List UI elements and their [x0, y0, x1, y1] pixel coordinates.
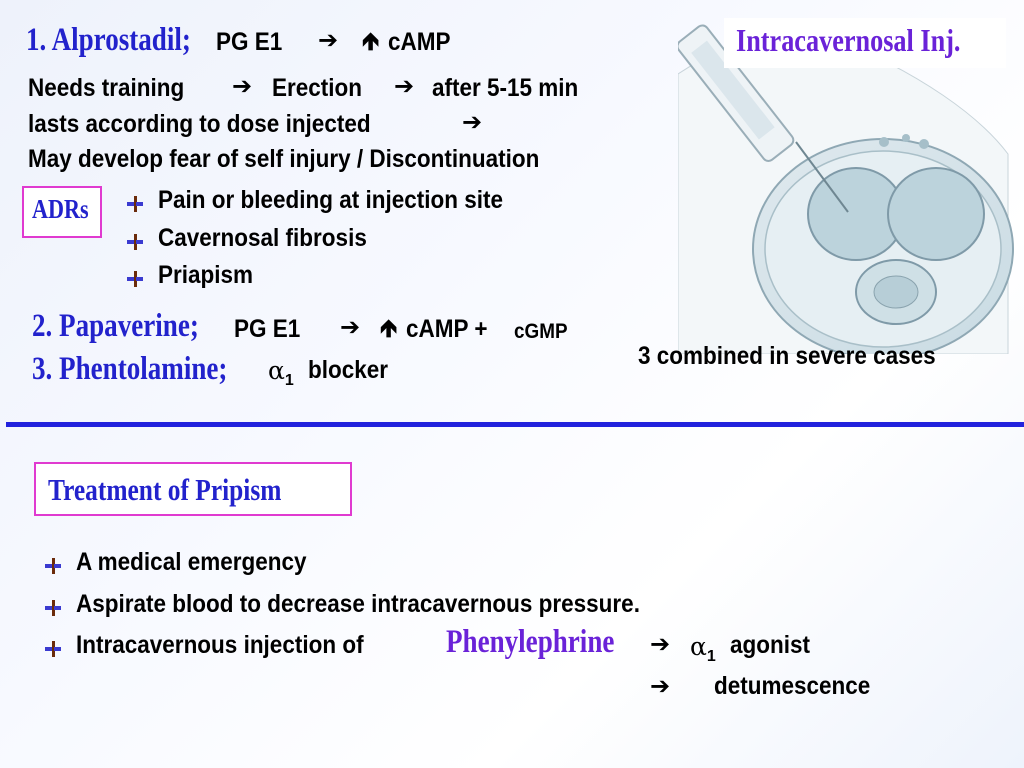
adrs-label: ADRs	[32, 194, 89, 224]
phentolamine-title: 3. Phentolamine;	[32, 351, 228, 387]
bullet-icon	[44, 557, 62, 575]
alpha-symbol: $\alpha_1$	[690, 632, 716, 665]
arrow-icon: ➔	[650, 631, 671, 658]
fear-text: May develop fear of self injury / Discontinuation	[28, 145, 540, 173]
arrow-icon: ➔	[340, 314, 361, 341]
intracavernosal-label: Intracavernosal Inj.	[736, 22, 961, 58]
up-arrow-icon: 🡹	[362, 28, 380, 55]
arrow-icon: ➔	[318, 27, 339, 54]
detumescence-text: detumescence	[714, 672, 871, 700]
arrow-icon: ➔	[232, 73, 253, 100]
alprostadil-title: 1. Alprostadil;	[26, 22, 191, 58]
papaverine-cgmp: cGMP	[514, 320, 568, 343]
dose-text: lasts according to dose injected	[28, 110, 371, 138]
bullet-icon	[44, 599, 62, 617]
injection-illustration	[678, 24, 1018, 354]
bullet-icon	[126, 195, 144, 213]
papaverine-title: 2. Papaverine;	[32, 308, 199, 344]
treatment-item: Aspirate blood to decrease intracavernous pressure.	[44, 590, 703, 619]
arrow-icon: ➔	[462, 109, 483, 136]
adr-item: Priapism	[126, 261, 264, 290]
combined-text: 3 combined in severe cases	[638, 342, 936, 370]
alprostadil-camp: cAMP	[388, 28, 451, 56]
bullet-icon	[126, 270, 144, 288]
papaverine-pg: PG E1	[234, 315, 301, 343]
agonist-text: agonist	[730, 631, 811, 659]
treatment-title: Treatment of Pripism	[48, 472, 282, 507]
alprostadil-pg: PG E1	[216, 28, 283, 56]
arrow-icon: ➔	[650, 673, 671, 700]
treatment-item: A medical emergency	[44, 548, 332, 577]
treatment-item: Intracavernous injection of	[44, 631, 396, 660]
adr-item: Pain or bleeding at injection site	[126, 186, 541, 215]
arrow-icon: ➔	[394, 73, 415, 100]
needs-training-text: Needs training	[28, 74, 185, 102]
phenylephrine-text: Phenylephrine	[446, 624, 615, 660]
bullet-icon	[44, 640, 62, 658]
up-arrow-icon: 🡹	[380, 315, 398, 342]
alprostadil-line	[26, 22, 227, 59]
adr-item: Cavernosal fibrosis	[126, 224, 390, 253]
blocker-text: blocker	[308, 356, 389, 384]
erection-text: Erection	[272, 74, 363, 102]
papaverine-camp: cAMP +	[406, 315, 488, 343]
section-divider	[6, 422, 1024, 427]
after-min-text: after 5-15 min	[432, 74, 579, 102]
alpha-symbol: $\alpha_1$	[268, 356, 294, 389]
bullet-icon	[126, 233, 144, 251]
